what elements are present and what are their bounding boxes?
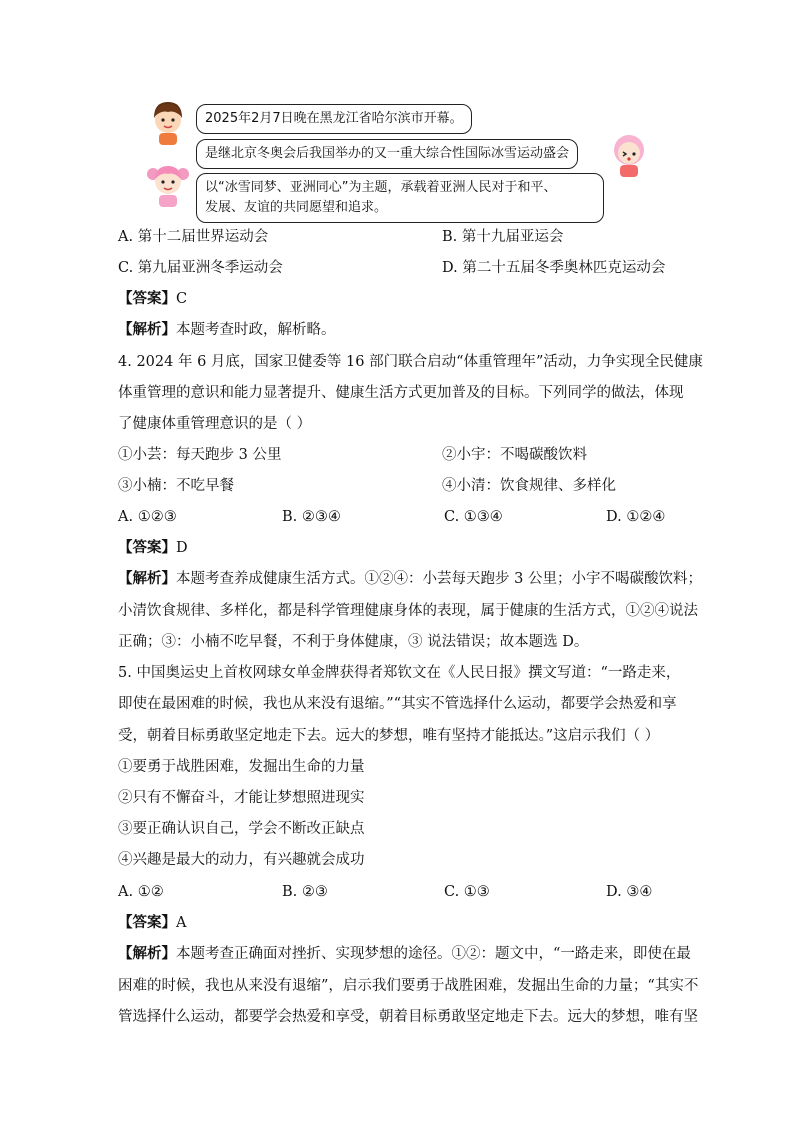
q5-analysis-line-3: 管选择什么运动，都要学会热爱和享受，朝着目标勇敢坚定地走下去。远大的梦想，唯有坚 xyxy=(118,1009,698,1025)
q5-stem-line-3: 受，朝着目标勇敢坚定地走下去。远大的梦想，唯有坚持才能抵达。”这启示我们（ ） xyxy=(118,728,660,744)
q5-analysis-line-1 xyxy=(118,944,691,964)
analysis-text: 本题考查正确面对挫折、实现梦想的途径。①②：题文中，“一路走来，即使在最 xyxy=(176,946,691,962)
q4-item-3: ③小楠：不吃早餐 xyxy=(118,478,234,494)
q4-item-1: ①小芸：每天跑步 3 公里 xyxy=(118,447,282,463)
q4-option-c: C. ①③④ xyxy=(444,509,503,525)
q5-stem-line-1: 5. 中国奥运史上首枚网球女单金牌获得者郑钦文在《人民日报》撰文写道：“一路走来， xyxy=(118,665,681,681)
answer-label: 【答案】 xyxy=(118,290,176,307)
analysis-text: 本题考查时政，解析略。 xyxy=(176,322,336,338)
q4-item-4: ④小清：饮食规律、多样化 xyxy=(442,478,616,494)
q4-analysis-line-1 xyxy=(118,569,702,589)
q5-item-3: ③要正确认识自己，学会不断改正缺点 xyxy=(118,821,365,837)
analysis-label: 【解析】 xyxy=(118,570,176,587)
speech-bubble-2-text: 是继北京冬奥会后我国举办的又一重大综合性国际冰雪运动盛会 xyxy=(205,146,570,161)
analysis-text: 本题考查养成健康生活方式。①②④：小芸每天跑步 3 公里；小宇不喝碳酸饮料； xyxy=(176,571,702,587)
q4-option-a: A. ①②③ xyxy=(118,509,177,525)
q4-option-b: B. ②③④ xyxy=(282,509,341,525)
speech-bubble-3-line-2: 发展、友谊的共同愿望和追求。 xyxy=(205,200,388,215)
speech-bubble-3-line-1: 以“冰雪同梦、亚洲同心”为主题，承载着亚洲人民对于和平、 xyxy=(205,180,557,195)
answer-value: D xyxy=(176,540,188,556)
q5-option-a: A. ①② xyxy=(118,884,164,900)
answer-label: 【答案】 xyxy=(118,914,176,931)
q3-option-b: B. 第十九届亚运会 xyxy=(442,229,564,245)
q4-stem-line-1: 4. 2024 年 6 月底，国家卫健委等 16 部门联合启动“体重管理年”活动，力争实现全民健康 xyxy=(118,354,703,370)
q5-answer xyxy=(118,913,186,933)
answer-value: C xyxy=(176,291,188,307)
pink-hair-avatar-icon xyxy=(609,132,649,178)
answer-label: 【答案】 xyxy=(118,539,176,556)
boy-avatar-icon xyxy=(148,100,188,146)
q5-item-4: ④兴趣是最大的动力，有兴趣就会成功 xyxy=(118,852,365,868)
q3-option-c: C. 第九届亚洲冬季运动会 xyxy=(118,260,283,276)
q4-option-d: D. ①②④ xyxy=(606,509,666,525)
girl-avatar-icon xyxy=(146,162,190,208)
q4-item-2: ②小宇：不喝碳酸饮料 xyxy=(442,447,587,463)
q5-option-c: C. ①③ xyxy=(444,884,490,900)
speech-bubble-1-text: 2025年2月7日晚在黑龙江省哈尔滨市开幕。 xyxy=(205,111,463,126)
q3-answer xyxy=(118,289,187,309)
q5-item-2: ②只有不懈奋斗，才能让梦想照进现实 xyxy=(118,790,365,806)
q5-stem-line-2: 即使在最困难的时候，我也从来没有退缩。”“其实不管选择什么运动，都要学会热爱和享 xyxy=(118,696,677,712)
q3-option-d: D. 第二十五届冬季奥林匹克运动会 xyxy=(442,260,666,276)
speech-bubble-2 xyxy=(196,139,578,169)
q5-option-b: B. ②③ xyxy=(282,884,328,900)
q3-option-a: A. 第十二届世界运动会 xyxy=(118,229,269,245)
answer-value: A xyxy=(176,915,187,931)
q4-analysis-line-3: 正确；③：小楠不吃早餐，不利于身体健康，③ 说法错误；故本题选 D。 xyxy=(118,634,589,650)
speech-bubble-1 xyxy=(196,104,472,134)
q4-stem-line-3: 了健康体重管理意识的是（ ） xyxy=(118,416,312,432)
analysis-label: 【解析】 xyxy=(118,945,176,962)
q5-option-d: D. ③④ xyxy=(606,884,653,900)
q3-analysis xyxy=(118,320,336,340)
q4-stem-line-2: 体重管理的意识和能力显著提升、健康生活方式更加普及的目标。下列同学的做法，体现 xyxy=(118,385,684,401)
q5-analysis-line-2: 困难的时候，我也从来没有退缩”，启示我们要勇于战胜困难，发掘出生命的力量；“其实不 xyxy=(118,978,699,994)
speech-bubble-3 xyxy=(196,173,604,223)
analysis-label: 【解析】 xyxy=(118,321,176,338)
q5-item-1: ①要勇于战胜困难，发掘出生命的力量 xyxy=(118,759,365,775)
q4-answer xyxy=(118,538,188,558)
q4-analysis-line-2: 小清饮食规律、多样化，都是科学管理健康身体的表现，属于健康的生活方式，①②④说法 xyxy=(118,603,698,619)
